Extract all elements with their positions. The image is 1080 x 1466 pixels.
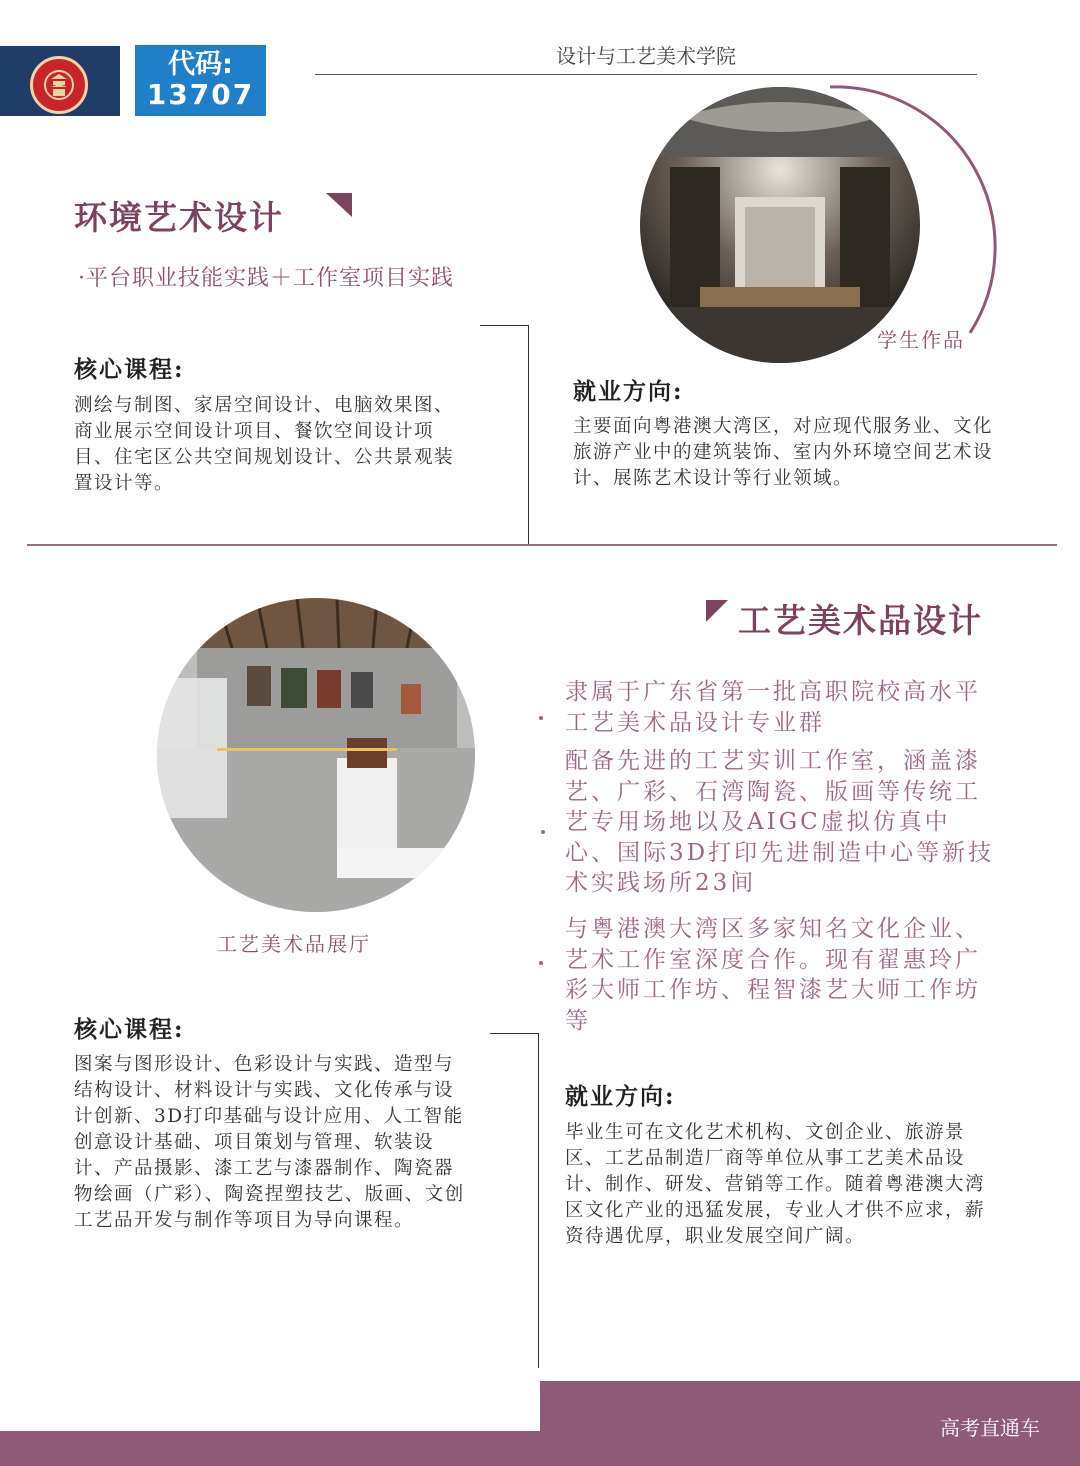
bullet-dot — [539, 961, 543, 965]
bullet-dot — [541, 830, 545, 834]
section1-courses-text: 测绘与制图、家居空间设计、电脑效果图、商业展示空间设计项目、餐饮空间设计项目、住宅区公共空间规划设计、公共景观装置设计等。 — [74, 395, 455, 494]
code-value: 13707 — [146, 78, 255, 111]
student-work-photo — [640, 87, 920, 363]
section2-career-heading: 就业方向: — [565, 1083, 676, 1110]
section2-courses-text: 图案与图形设计、色彩设计与实践、造型与结构设计、材料设计与实践、文化传承与设计创新、3D打印基础与设计应用、人工智能创意设计基础、项目策划与管理、软装设计、产品摄影、漆工艺与漆器制作、陶瓷器物绘画（广彩）、陶瓷捏塑技艺、版画、文创工艺品开发与制作等项目为导向课程。 — [74, 1054, 465, 1231]
college-name: 设计与工艺美术学院 — [556, 44, 736, 68]
divider-vertical — [538, 1033, 539, 1368]
code-label: 代码: — [168, 49, 233, 80]
bullet-item: 配备先进的工艺实训工作室，涵盖漆艺、广彩、石湾陶瓷、版画等传统工艺专用场地以及AIGC虚拟仿真中心、国际3D打印先进制造中心等新技术实践场所23间 — [565, 748, 995, 896]
header-divider — [315, 74, 977, 75]
section2-career-text: 毕业生可在文化艺术机构、文创企业、旅游景区、工艺品制造厂商等单位从事工艺美术品设计、制作、研发、营销等工作。随着粤港澳大湾区文化产业的迅猛发展，专业人才供不应求，薪资待遇优厚，职业发展空间广阔。 — [565, 1122, 986, 1247]
corner-flag-icon — [326, 193, 352, 219]
divider-vertical — [528, 325, 529, 545]
divider-corner — [480, 325, 528, 326]
section-title-environment-art: 环境艺术设计 — [74, 198, 284, 237]
section-divider — [27, 544, 1057, 546]
section1-photo-caption: 学生作品 — [877, 328, 965, 352]
corner-flag-icon — [706, 600, 728, 624]
bullet-item: 与粤港澳大湾区多家知名文化企业、艺术工作室深度合作。现有翟惠玲广彩大师工作坊、程智漆艺大师工作坊等 — [565, 916, 981, 1034]
section2-courses-heading: 核心课程: — [74, 1016, 185, 1043]
section1-tagline: ·平台职业技能实践＋工作室项目实践 — [78, 266, 454, 291]
exhibition-hall-photo — [157, 598, 475, 912]
section1-career-text: 主要面向粤港澳大湾区，对应现代服务业、文化旅游产业中的建筑装饰、室内外环境空间艺术设计、展陈艺术设计等行业领域。 — [573, 416, 994, 489]
footer-watermark: 高考直通车 — [940, 1416, 1040, 1440]
section1-career-heading: 就业方向: — [573, 378, 684, 405]
section2-photo-caption: 工艺美术品展厅 — [217, 932, 371, 956]
section1-courses-heading: 核心课程: — [74, 356, 185, 383]
bullet-dot — [539, 716, 543, 720]
bullet-item: 隶属于广东省第一批高职院校高水平工艺美术品设计专业群 — [565, 679, 981, 736]
divider-corner — [490, 1033, 538, 1034]
section-title-craft-art: 工艺美术品设计 — [738, 601, 983, 640]
pagoda-icon — [49, 73, 69, 97]
program-code-badge — [135, 45, 266, 116]
